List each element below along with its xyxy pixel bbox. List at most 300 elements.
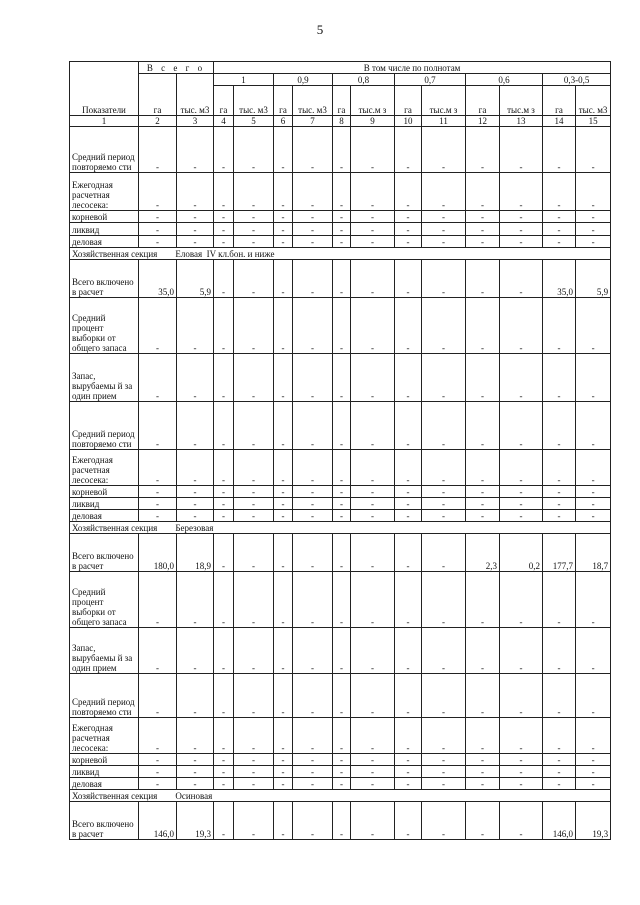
table-cell: - (500, 223, 543, 236)
table-cell: - (333, 674, 351, 718)
table-cell: - (274, 450, 293, 486)
header-thous-m3: тыс.м з (422, 86, 466, 116)
table-cell: - (500, 450, 543, 486)
table-cell: - (395, 236, 422, 248)
table-row (70, 402, 611, 450)
table-cell: - (177, 211, 214, 223)
table-cell: - (214, 572, 234, 628)
table-cell: - (177, 236, 214, 248)
header-indicators: Показатели (70, 62, 139, 116)
table-cell: - (139, 674, 177, 718)
row-label: ликвид (70, 223, 139, 236)
table-cell: - (139, 236, 177, 248)
table-cell: - (422, 778, 466, 790)
row-label: деловая (70, 778, 139, 790)
table-cell: 18,9 (177, 534, 214, 572)
table-cell: - (293, 236, 333, 248)
header-thous-m3: тыс.м з (500, 86, 543, 116)
table-cell: - (293, 298, 333, 354)
table-cell: - (234, 450, 274, 486)
table-cell: - (139, 766, 177, 778)
table-cell: - (466, 450, 500, 486)
table-cell: - (234, 173, 274, 211)
table-cell: - (466, 766, 500, 778)
table-cell: - (214, 718, 234, 754)
column-number: 10 (395, 116, 422, 127)
table-cell: - (543, 572, 576, 628)
table-cell: - (576, 173, 611, 211)
table-cell: 0,2 (500, 534, 543, 572)
table-cell: - (274, 766, 293, 778)
row-label: Всего включено в расчет (70, 534, 139, 572)
table-cell: - (139, 486, 177, 498)
table-cell: - (422, 802, 466, 840)
table-cell: - (351, 628, 395, 674)
table-cell: 146,0 (139, 802, 177, 840)
table-cell: - (422, 510, 466, 522)
table-cell: - (351, 766, 395, 778)
column-number: 5 (234, 116, 274, 127)
table-cell: - (274, 211, 293, 223)
table-cell: 19,3 (576, 802, 611, 840)
table-row (70, 572, 611, 628)
table-cell: - (139, 572, 177, 628)
table-cell: - (500, 354, 543, 402)
table-cell: - (293, 173, 333, 211)
table-cell: - (543, 486, 576, 498)
table-cell: - (333, 354, 351, 402)
table-cell: - (214, 260, 234, 298)
table-row (70, 127, 611, 173)
table-cell: - (351, 510, 395, 522)
table-cell: - (234, 236, 274, 248)
header-density: 0,8 (333, 74, 395, 86)
table-cell: - (274, 572, 293, 628)
table-cell: - (351, 402, 395, 450)
section-title: Хозяйственная секция Осиновая (70, 790, 611, 802)
header-thous-m3: тыс. м3 (576, 86, 611, 116)
table-cell: - (333, 510, 351, 522)
table-cell: - (351, 260, 395, 298)
column-number: 6 (274, 116, 293, 127)
header-density: 0,7 (395, 74, 466, 86)
table-cell: - (500, 628, 543, 674)
table-cell: - (500, 260, 543, 298)
table-cell: - (395, 260, 422, 298)
table-cell: - (333, 628, 351, 674)
table-cell: - (214, 802, 234, 840)
table-cell: - (293, 498, 333, 510)
table-cell: - (214, 674, 234, 718)
table-cell: - (351, 778, 395, 790)
table-cell: - (293, 572, 333, 628)
table-cell: - (177, 718, 214, 754)
table-cell: - (395, 674, 422, 718)
table-cell: - (543, 628, 576, 674)
table-cell: - (351, 236, 395, 248)
table-cell: - (466, 486, 500, 498)
table-cell: - (543, 450, 576, 486)
table-cell: - (139, 498, 177, 510)
section-row (70, 248, 611, 260)
table-cell: - (333, 298, 351, 354)
table-cell: - (351, 674, 395, 718)
column-number: 1 (70, 116, 139, 127)
header-density: 0,3-0,5 (543, 74, 611, 86)
table-cell: - (293, 718, 333, 754)
table-cell: - (466, 211, 500, 223)
row-label: Средний процент выборки от общего запаса (70, 298, 139, 354)
table-cell: - (139, 173, 177, 211)
row-label: Ежегодная расчетная лесосека: (70, 173, 139, 211)
table-cell: - (422, 236, 466, 248)
table-cell: - (466, 260, 500, 298)
table-cell: - (422, 498, 466, 510)
table-cell: - (274, 223, 293, 236)
table-cell: - (177, 127, 214, 173)
table-cell: - (274, 802, 293, 840)
table-cell: - (234, 211, 274, 223)
table-cell: - (500, 127, 543, 173)
table-cell: - (543, 510, 576, 522)
table-cell: - (177, 486, 214, 498)
table-cell: - (293, 260, 333, 298)
table-cell: - (351, 354, 395, 402)
table-cell: - (395, 211, 422, 223)
row-label: Запас, вырубаемы й за один прием (70, 628, 139, 674)
table-cell: 177,7 (543, 534, 576, 572)
table-cell: - (500, 572, 543, 628)
table-cell: - (177, 778, 214, 790)
table-cell: - (293, 486, 333, 498)
table-cell: - (466, 236, 500, 248)
table-cell: - (139, 778, 177, 790)
row-label: Всего включено в расчет (70, 260, 139, 298)
table-cell: - (293, 766, 333, 778)
table-cell: - (500, 486, 543, 498)
table-cell: - (576, 486, 611, 498)
table-cell: - (576, 718, 611, 754)
table-cell: - (333, 450, 351, 486)
table-cell: - (395, 802, 422, 840)
table-cell: - (214, 354, 234, 402)
table-cell: - (466, 354, 500, 402)
table-cell: - (395, 298, 422, 354)
table-row (70, 498, 611, 510)
table-cell: - (293, 778, 333, 790)
table-cell: - (139, 211, 177, 223)
table-cell: - (351, 534, 395, 572)
table-cell: - (333, 127, 351, 173)
table-cell: - (395, 534, 422, 572)
table-cell: - (139, 127, 177, 173)
table-cell: - (576, 766, 611, 778)
table-cell: - (234, 354, 274, 402)
table-cell: - (177, 450, 214, 486)
table-cell: - (466, 498, 500, 510)
table-cell: - (422, 450, 466, 486)
table-cell: - (139, 402, 177, 450)
row-label: корневой (70, 754, 139, 766)
table-cell: 2,3 (466, 534, 500, 572)
row-label: деловая (70, 510, 139, 522)
table-row (70, 354, 611, 402)
table-cell: - (422, 628, 466, 674)
table-cell: - (293, 402, 333, 450)
table-cell: - (214, 298, 234, 354)
header-thous-m3: тыс. м3 (234, 86, 274, 116)
table-cell: - (543, 298, 576, 354)
header-by-density: В том числе по полнотам (214, 62, 611, 74)
table-cell: - (274, 236, 293, 248)
table-cell: - (422, 354, 466, 402)
table-cell: - (234, 486, 274, 498)
column-number: 12 (466, 116, 500, 127)
table-cell: - (576, 223, 611, 236)
table-cell: - (395, 628, 422, 674)
table-cell: - (576, 450, 611, 486)
table-cell: - (293, 802, 333, 840)
table-cell: - (466, 802, 500, 840)
table-cell: - (274, 674, 293, 718)
table-cell: - (139, 510, 177, 522)
table-cell: - (177, 628, 214, 674)
table-cell: - (333, 486, 351, 498)
table-cell: - (422, 486, 466, 498)
table-cell: - (333, 718, 351, 754)
table-cell: - (214, 628, 234, 674)
table-cell: - (177, 173, 214, 211)
table-cell: - (466, 127, 500, 173)
table-cell: - (500, 718, 543, 754)
section-title: Хозяйственная секция Березовая (70, 522, 611, 534)
table-cell: - (214, 498, 234, 510)
table-row (70, 260, 611, 298)
table-cell: - (351, 802, 395, 840)
table-cell: - (177, 498, 214, 510)
header-total-thous-m3: тыс. м3 (177, 74, 214, 116)
table-cell: - (293, 211, 333, 223)
row-label: Ежегодная расчетная лесосека: (70, 450, 139, 486)
table-cell: - (500, 236, 543, 248)
table-cell: - (395, 754, 422, 766)
table-cell: - (214, 211, 234, 223)
table-cell: - (576, 498, 611, 510)
column-number: 14 (543, 116, 576, 127)
table-cell: - (177, 766, 214, 778)
table-cell: - (543, 173, 576, 211)
table-cell: - (214, 754, 234, 766)
header-ga: га (395, 86, 422, 116)
table-cell: - (351, 718, 395, 754)
table-cell: - (395, 450, 422, 486)
table-cell: - (214, 402, 234, 450)
table-cell: - (422, 766, 466, 778)
header-density: 1 (214, 74, 274, 86)
table-cell: - (422, 260, 466, 298)
table-cell: - (466, 628, 500, 674)
table-cell: - (422, 718, 466, 754)
table-cell: - (466, 572, 500, 628)
table-cell: - (351, 223, 395, 236)
table-cell: 35,0 (543, 260, 576, 298)
table-cell: - (500, 766, 543, 778)
table-cell: - (500, 754, 543, 766)
section-row (70, 522, 611, 534)
table-cell: - (500, 802, 543, 840)
table-cell: - (333, 802, 351, 840)
table-cell: - (422, 572, 466, 628)
table-cell: - (333, 778, 351, 790)
table-cell: - (422, 402, 466, 450)
allowable-cut-table (69, 61, 611, 840)
row-label: Средний процент выборки от общего запаса (70, 572, 139, 628)
table-cell: - (214, 534, 234, 572)
row-label: Средний период повторяемо сти (70, 402, 139, 450)
table-cell: - (139, 754, 177, 766)
column-number: 2 (139, 116, 177, 127)
table-cell: - (351, 486, 395, 498)
header-thous-m3: тыс.м з (351, 86, 395, 116)
table-cell: - (333, 236, 351, 248)
table-cell: - (395, 354, 422, 402)
table-cell: - (395, 572, 422, 628)
table-cell: - (576, 354, 611, 402)
table-cell: - (576, 778, 611, 790)
table-cell: - (293, 223, 333, 236)
table-cell: - (500, 173, 543, 211)
table-cell: - (177, 674, 214, 718)
table-cell: - (177, 572, 214, 628)
table-cell: - (214, 127, 234, 173)
header-density: 0,9 (274, 74, 333, 86)
table-cell: - (214, 486, 234, 498)
table-cell: - (177, 354, 214, 402)
table-cell: - (214, 236, 234, 248)
table-cell: - (274, 486, 293, 498)
column-number: 15 (576, 116, 611, 127)
table-cell: - (422, 223, 466, 236)
table-cell: - (333, 498, 351, 510)
table-row (70, 802, 611, 840)
table-cell: - (543, 674, 576, 718)
header-ga: га (214, 86, 234, 116)
table-cell: - (214, 223, 234, 236)
table-cell: - (395, 173, 422, 211)
table-row (70, 766, 611, 778)
section-title: Хозяйственная секция Еловая IV кл.бон. и ниже (70, 248, 611, 260)
table-row (70, 754, 611, 766)
table-cell: - (351, 127, 395, 173)
page-number: 5 (316, 22, 324, 37)
table-cell: - (395, 766, 422, 778)
table-cell: 18,7 (576, 534, 611, 572)
table-cell: - (293, 127, 333, 173)
table-cell: - (274, 127, 293, 173)
table-cell: - (234, 766, 274, 778)
table-row (70, 236, 611, 248)
table-cell: - (351, 173, 395, 211)
table-cell: - (234, 572, 274, 628)
table-cell: - (466, 298, 500, 354)
table-cell: - (274, 402, 293, 450)
table-cell: - (543, 223, 576, 236)
table-cell: - (351, 298, 395, 354)
table-cell: - (576, 674, 611, 718)
table-cell: - (422, 534, 466, 572)
table-cell: - (333, 766, 351, 778)
table-cell: - (274, 298, 293, 354)
table-cell: - (395, 510, 422, 522)
table-cell: - (274, 260, 293, 298)
table-cell: - (293, 354, 333, 402)
table-cell: - (139, 223, 177, 236)
table-cell: - (351, 211, 395, 223)
row-label: корневой (70, 486, 139, 498)
table-row (70, 778, 611, 790)
header-density: 0,6 (466, 74, 543, 86)
table-cell: - (333, 260, 351, 298)
table-cell: - (234, 223, 274, 236)
table-cell: - (422, 674, 466, 718)
row-label: Средний период повторяемо сти (70, 674, 139, 718)
table-cell: - (466, 510, 500, 522)
table-cell: - (500, 510, 543, 522)
table-cell: - (466, 754, 500, 766)
table-cell: - (293, 450, 333, 486)
table-row (70, 510, 611, 522)
table-cell: - (293, 674, 333, 718)
table-cell: - (177, 223, 214, 236)
table-row (70, 486, 611, 498)
table-cell: - (422, 173, 466, 211)
table-cell: - (422, 211, 466, 223)
table-cell: - (274, 510, 293, 522)
table-cell: - (543, 127, 576, 173)
table-cell: - (139, 450, 177, 486)
column-number: 9 (351, 116, 395, 127)
table-cell: - (234, 510, 274, 522)
header-ga: га (333, 86, 351, 116)
header-total: В с е г о (139, 62, 214, 74)
table-cell: - (395, 127, 422, 173)
table-cell: - (576, 572, 611, 628)
table-cell: - (576, 510, 611, 522)
table-cell: - (466, 674, 500, 718)
table-cell: - (395, 718, 422, 754)
table-cell: - (395, 498, 422, 510)
table-cell: - (351, 498, 395, 510)
table-cell: - (214, 173, 234, 211)
table-cell: - (139, 354, 177, 402)
table-cell: - (333, 173, 351, 211)
table-cell: - (395, 402, 422, 450)
row-label: Запас, вырубаемы й за один прием (70, 354, 139, 402)
row-label: Всего включено в расчет (70, 802, 139, 840)
table-cell: - (395, 778, 422, 790)
table-cell: - (543, 354, 576, 402)
column-number: 13 (500, 116, 543, 127)
table-cell: - (351, 450, 395, 486)
table-cell: - (234, 802, 274, 840)
row-label: корневой (70, 211, 139, 223)
table-cell: - (214, 450, 234, 486)
table-cell: - (214, 778, 234, 790)
table-cell: 180,0 (139, 534, 177, 572)
column-number-row (70, 116, 611, 127)
table-cell: 19,3 (177, 802, 214, 840)
table-cell: - (234, 674, 274, 718)
